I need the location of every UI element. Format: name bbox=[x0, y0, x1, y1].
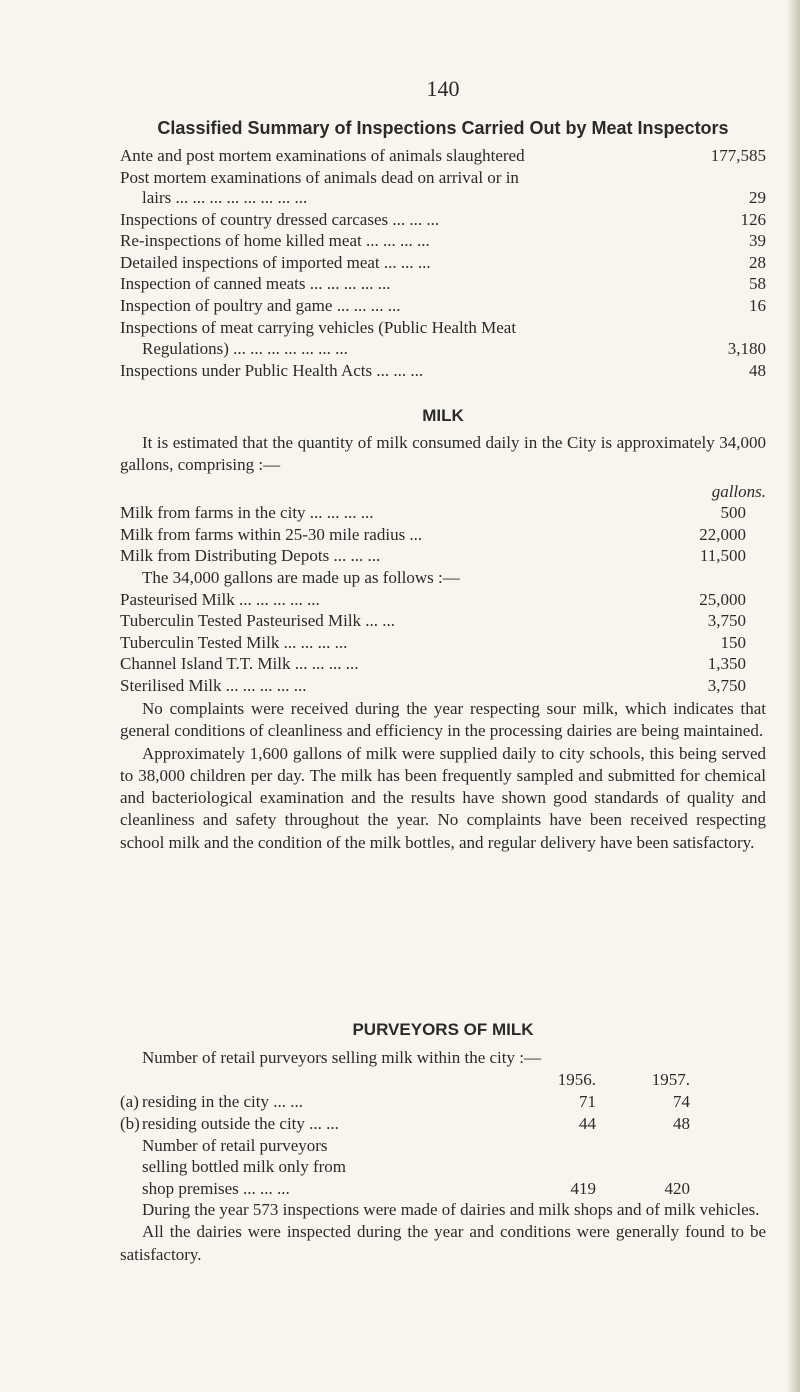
milk-type-value: 25,000 bbox=[699, 590, 746, 609]
inspection-value: 28 bbox=[749, 253, 766, 272]
milk-source-row bbox=[120, 546, 766, 566]
inspection-row bbox=[120, 339, 766, 359]
purveyors-heading: PURVEYORS OF MILK bbox=[352, 1020, 534, 1039]
bottled-label-part: Number of retail purveyors bbox=[142, 1136, 328, 1155]
milk-type-label: Pasteurised Milk ... ... ... ... ... bbox=[120, 590, 320, 609]
milk-type-row bbox=[120, 654, 766, 674]
page-edge-shadow bbox=[786, 0, 800, 1392]
inspection-value: 48 bbox=[749, 361, 766, 380]
inspection-label: Detailed inspections of imported meat ... ... ... bbox=[120, 253, 431, 272]
milk-type-value: 3,750 bbox=[707, 676, 746, 695]
inspection-value: 3,180 bbox=[727, 339, 766, 358]
milk-type-label: Tuberculin Tested Milk ... ... ... ... bbox=[120, 633, 348, 652]
inspection-value: 177,585 bbox=[710, 146, 766, 165]
inspection-row bbox=[120, 318, 766, 338]
bottled-1956-value: 419 bbox=[570, 1179, 596, 1198]
purveyor-1956-value: 71 bbox=[579, 1092, 596, 1111]
purveyor-1956-value: 44 bbox=[579, 1114, 596, 1133]
milk-source-value: 500 bbox=[720, 503, 746, 522]
year-1956-header: 1956. bbox=[557, 1070, 596, 1089]
purveyors-intro bbox=[120, 1048, 766, 1068]
milk-type-label: Tuberculin Tested Pasteurised Milk ... ... bbox=[120, 611, 396, 630]
purveyor-label: residing in the city ... ... bbox=[142, 1092, 304, 1111]
row-marker: (a) bbox=[120, 1092, 139, 1111]
milk-source-value: 11,500 bbox=[699, 546, 746, 565]
inspection-label: Inspections of meat carrying vehicles (Public Health Meat bbox=[120, 318, 517, 337]
inspection-label: Ante and post mortem examinations of animals slaughtered bbox=[120, 146, 525, 165]
milk-heading: MILK bbox=[422, 406, 464, 425]
row-marker: (b) bbox=[120, 1114, 140, 1133]
milk-paragraphs bbox=[120, 698, 766, 854]
dairy-inspections-paragraph: During the year 573 inspections were made of dairies and milk shops and of milk vehicles. bbox=[142, 1200, 760, 1219]
purveyor-1957-value: 74 bbox=[673, 1092, 690, 1111]
dairies-conditions-paragraph: All the dairies were inspected during the year and conditions were generally found to be satisfactory. bbox=[120, 1222, 766, 1264]
milk-source-label: Milk from Distributing Depots ... ... ... bbox=[120, 546, 381, 565]
milk-type-value: 1,350 bbox=[707, 654, 746, 673]
inspection-row bbox=[120, 188, 766, 208]
inspection-label: Re-inspections of home killed meat ... ... ... ... bbox=[120, 231, 430, 250]
inspection-row bbox=[120, 253, 766, 273]
milk-type-value: 3,750 bbox=[707, 611, 746, 630]
bottled-1957-value: 420 bbox=[664, 1179, 690, 1198]
bottled-label-part: selling bottled milk only from bbox=[142, 1157, 346, 1176]
inspection-value: 58 bbox=[749, 274, 766, 293]
milk-intro-text: It is estimated that the quantity of milk consumed daily in the City is approximately 34,000 gallons, comprising :— bbox=[120, 433, 766, 475]
purveyor-1957-value: 48 bbox=[673, 1114, 690, 1133]
milk-type-row bbox=[120, 611, 766, 631]
milk-source-label: Milk from farms within 25-30 mile radius ... bbox=[120, 525, 423, 544]
year-1957-header: 1957. bbox=[651, 1070, 690, 1089]
milk-type-row bbox=[120, 676, 766, 696]
purveyors-paragraphs bbox=[120, 1199, 766, 1266]
inspection-row bbox=[120, 274, 766, 294]
milk-source-row bbox=[120, 525, 766, 545]
inspection-row bbox=[120, 296, 766, 316]
made-up-text: The 34,000 gallons are made up as follows :— bbox=[142, 568, 460, 587]
page-title: Classified Summary of Inspections Carried Out by Meat Inspectors bbox=[157, 118, 729, 138]
school-milk-paragraph: Approximately 1,600 gallons of milk were supplied daily to city schools, this being served to 38,000 children per day. The milk has been frequently sampled and submitted for chemical and bacteriological examination and the results have shown good standards of quality and cleanliness and safety throughout the year. No complaints have been received respecting school milk and the condition of the milk bottles, and regular delivery have been satisfactory. bbox=[120, 743, 766, 852]
inspection-label: Post mortem examinations of animals dead on arrival or in bbox=[120, 168, 519, 187]
inspection-row bbox=[120, 361, 766, 381]
inspection-label: Regulations) ... ... ... ... ... ... ... bbox=[142, 339, 348, 358]
inspection-value: 29 bbox=[749, 188, 766, 207]
milk-type-row bbox=[120, 633, 766, 653]
purveyors-intro-text: Number of retail purveyors selling milk within the city :— bbox=[142, 1048, 541, 1067]
inspection-row bbox=[120, 231, 766, 251]
milk-intro bbox=[120, 432, 766, 477]
inspection-value: 16 bbox=[749, 296, 766, 315]
inspection-row bbox=[120, 146, 766, 166]
inspection-label: lairs ... ... ... ... ... ... ... ... bbox=[142, 188, 308, 207]
milk-source-value: 22,000 bbox=[699, 525, 746, 544]
made-up-line bbox=[120, 568, 766, 588]
inspection-value: 126 bbox=[740, 210, 766, 229]
purveyor-label: residing outside the city ... ... bbox=[142, 1114, 339, 1133]
milk-complaints-paragraph: No complaints were received during the year respecting sour milk, which indicates that general conditions of cleanliness and efficiency in the processing dairies are being maintained. bbox=[120, 699, 766, 741]
page-number: 140 bbox=[426, 76, 460, 101]
milk-type-label: Sterilised Milk ... ... ... ... ... bbox=[120, 676, 307, 695]
milk-source-label: Milk from farms in the city ... ... ... ... bbox=[120, 503, 374, 522]
bottled-label-part: shop premises ... ... ... bbox=[142, 1179, 290, 1198]
inspection-label: Inspection of poultry and game ... ... ... ... bbox=[120, 296, 401, 315]
gallons-unit-label: gallons. bbox=[711, 482, 766, 501]
inspection-row bbox=[120, 168, 766, 188]
inspection-label: Inspections under Public Health Acts ... ... ... bbox=[120, 361, 424, 380]
inspection-label: Inspection of canned meats ... ... ... ... ... bbox=[120, 274, 391, 293]
inspection-row bbox=[120, 210, 766, 230]
milk-type-value: 150 bbox=[720, 633, 746, 652]
milk-type-row bbox=[120, 590, 766, 610]
inspection-value: 39 bbox=[749, 231, 766, 250]
milk-source-row bbox=[120, 503, 766, 523]
inspection-label: Inspections of country dressed carcases ... ... ... bbox=[120, 210, 440, 229]
milk-type-label: Channel Island T.T. Milk ... ... ... ... bbox=[120, 654, 359, 673]
